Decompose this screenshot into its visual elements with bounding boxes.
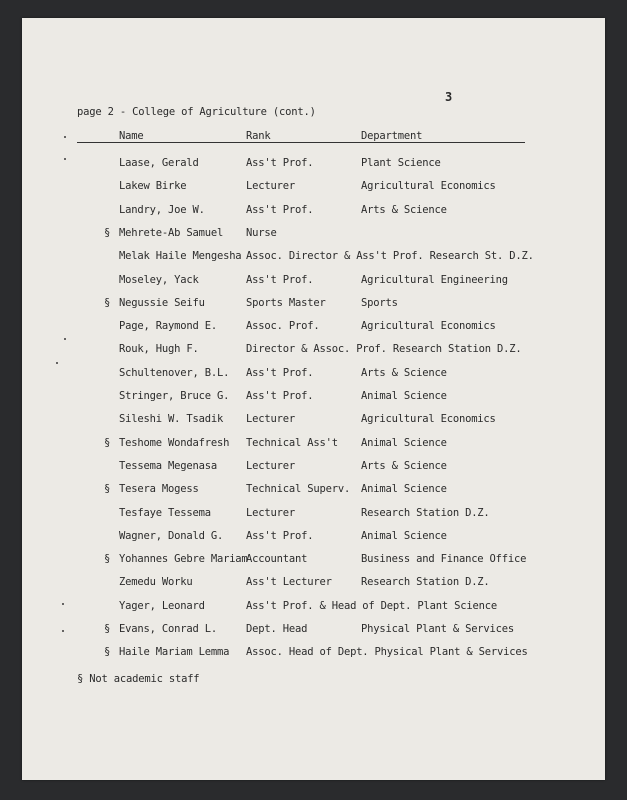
staff-name: Schultenover, B.L. bbox=[119, 366, 230, 379]
column-header-department: Department bbox=[361, 130, 423, 142]
staff-department: Plant Science bbox=[361, 157, 441, 169]
header-rule bbox=[77, 142, 525, 143]
document-page bbox=[22, 18, 605, 780]
staff-rank: Lecturer bbox=[246, 413, 295, 426]
staff-rank: Ass't Prof. bbox=[246, 157, 314, 169]
non-academic-marker: § bbox=[104, 296, 111, 309]
margin-mark bbox=[64, 158, 66, 160]
staff-row bbox=[22, 646, 605, 662]
staff-row bbox=[22, 553, 605, 569]
staff-department: Arts & Science bbox=[361, 366, 447, 379]
staff-name: Tesera Mogess bbox=[119, 483, 199, 496]
staff-department: Arts & Science bbox=[361, 459, 447, 472]
staff-row bbox=[22, 204, 605, 220]
staff-department: Animal Science bbox=[361, 390, 447, 402]
staff-row bbox=[22, 274, 605, 290]
staff-row bbox=[22, 157, 605, 173]
staff-row bbox=[22, 413, 605, 429]
staff-department: Animal Science bbox=[361, 436, 447, 449]
footnote: § Not academic staff bbox=[77, 673, 200, 685]
staff-rank: Ass't Lecturer bbox=[246, 576, 332, 589]
staff-name: Haile Mariam Lemma bbox=[119, 646, 230, 659]
staff-name: Stringer, Bruce G. bbox=[119, 390, 230, 402]
staff-name: Melak Haile Mengesha bbox=[119, 250, 242, 263]
staff-department: Sports bbox=[361, 296, 398, 309]
column-header-name: Name bbox=[119, 130, 144, 142]
staff-rank-and-department: Assoc. Director & Ass't Prof. Research St. D.Z. bbox=[246, 250, 534, 263]
staff-row bbox=[22, 576, 605, 592]
staff-department: Agricultural Economics bbox=[361, 320, 496, 333]
staff-row bbox=[22, 623, 605, 639]
staff-rank-and-department: Director & Assoc. Prof. Research Station D.Z. bbox=[246, 343, 522, 356]
staff-department: Animal Science bbox=[361, 483, 447, 496]
staff-row bbox=[22, 343, 605, 359]
staff-rank: Nurse bbox=[246, 226, 277, 239]
staff-name: Mehrete-Ab Samuel bbox=[119, 226, 224, 239]
staff-department: Arts & Science bbox=[361, 203, 447, 216]
staff-name: Sileshi W. Tsadik bbox=[119, 413, 224, 426]
staff-rank: Ass't Prof. bbox=[246, 273, 314, 286]
staff-row bbox=[22, 320, 605, 336]
non-academic-marker: § bbox=[104, 646, 111, 659]
staff-name: Evans, Conrad L. bbox=[119, 623, 217, 635]
staff-department: Animal Science bbox=[361, 529, 447, 542]
staff-row bbox=[22, 227, 605, 243]
staff-name: Tesfaye Tessema bbox=[119, 506, 211, 519]
staff-row bbox=[22, 297, 605, 313]
column-header-rank: Rank bbox=[246, 130, 271, 142]
staff-row bbox=[22, 437, 605, 453]
staff-department: Agricultural Economics bbox=[361, 413, 496, 426]
margin-mark bbox=[64, 136, 66, 138]
staff-name: Negussie Seifu bbox=[119, 296, 205, 309]
staff-row bbox=[22, 180, 605, 196]
staff-name: Yohannes Gebre Mariam bbox=[119, 553, 248, 566]
staff-row bbox=[22, 530, 605, 546]
page-number: 3 bbox=[445, 90, 453, 104]
staff-name: Laase, Gerald bbox=[119, 157, 199, 169]
staff-row bbox=[22, 483, 605, 499]
staff-rank: Lecturer bbox=[246, 459, 295, 472]
staff-department: Agricultural Economics bbox=[361, 180, 496, 193]
staff-rank-and-department: Assoc. Head of Dept. Physical Plant & Services bbox=[246, 646, 528, 659]
staff-row bbox=[22, 460, 605, 476]
non-academic-marker: § bbox=[104, 483, 111, 496]
staff-rank: Ass't Prof. bbox=[246, 529, 314, 542]
staff-name: Wagner, Donald G. bbox=[119, 529, 224, 542]
page-caption: page 2 - College of Agriculture (cont.) bbox=[77, 106, 316, 118]
staff-rank: Lecturer bbox=[246, 180, 295, 193]
staff-row bbox=[22, 600, 605, 616]
non-academic-marker: § bbox=[104, 436, 111, 449]
non-academic-marker: § bbox=[104, 226, 111, 239]
staff-rank-and-department: Ass't Prof. & Head of Dept. Plant Science bbox=[246, 599, 497, 612]
staff-rank: Sports Master bbox=[246, 296, 326, 309]
margin-mark bbox=[56, 362, 58, 364]
staff-department: Research Station D.Z. bbox=[361, 506, 490, 519]
staff-department: Business and Finance Office bbox=[361, 553, 527, 566]
staff-name: Rouk, Hugh F. bbox=[119, 343, 199, 356]
staff-name: Lakew Birke bbox=[119, 180, 187, 193]
non-academic-marker: § bbox=[104, 553, 111, 566]
staff-row bbox=[22, 507, 605, 523]
staff-name: Zemedu Worku bbox=[119, 576, 193, 589]
staff-rank: Ass't Prof. bbox=[246, 390, 314, 402]
staff-rank: Technical Ass't bbox=[246, 436, 338, 449]
margin-mark bbox=[62, 630, 64, 632]
staff-department: Physical Plant & Services bbox=[361, 623, 515, 635]
staff-rank: Accountant bbox=[246, 553, 308, 566]
staff-name: Landry, Joe W. bbox=[119, 203, 205, 216]
staff-row bbox=[22, 390, 605, 406]
staff-rank: Assoc. Prof. bbox=[246, 320, 320, 333]
staff-rank: Lecturer bbox=[246, 506, 295, 519]
staff-name: Yager, Leonard bbox=[119, 599, 205, 612]
staff-rank: Ass't Prof. bbox=[246, 203, 314, 216]
margin-mark bbox=[62, 603, 64, 605]
staff-rank: Dept. Head bbox=[246, 623, 308, 635]
staff-name: Teshome Wondafresh bbox=[119, 436, 230, 449]
staff-row bbox=[22, 367, 605, 383]
staff-department: Research Station D.Z. bbox=[361, 576, 490, 589]
staff-name: Page, Raymond E. bbox=[119, 320, 217, 333]
staff-rank: Ass't Prof. bbox=[246, 366, 314, 379]
staff-rank: Technical Superv. bbox=[246, 483, 351, 496]
staff-row bbox=[22, 250, 605, 266]
non-academic-marker: § bbox=[104, 623, 111, 635]
staff-name: Tessema Megenasa bbox=[119, 459, 217, 472]
staff-name: Moseley, Yack bbox=[119, 273, 199, 286]
staff-department: Agricultural Engineering bbox=[361, 273, 508, 286]
margin-mark bbox=[64, 338, 66, 340]
